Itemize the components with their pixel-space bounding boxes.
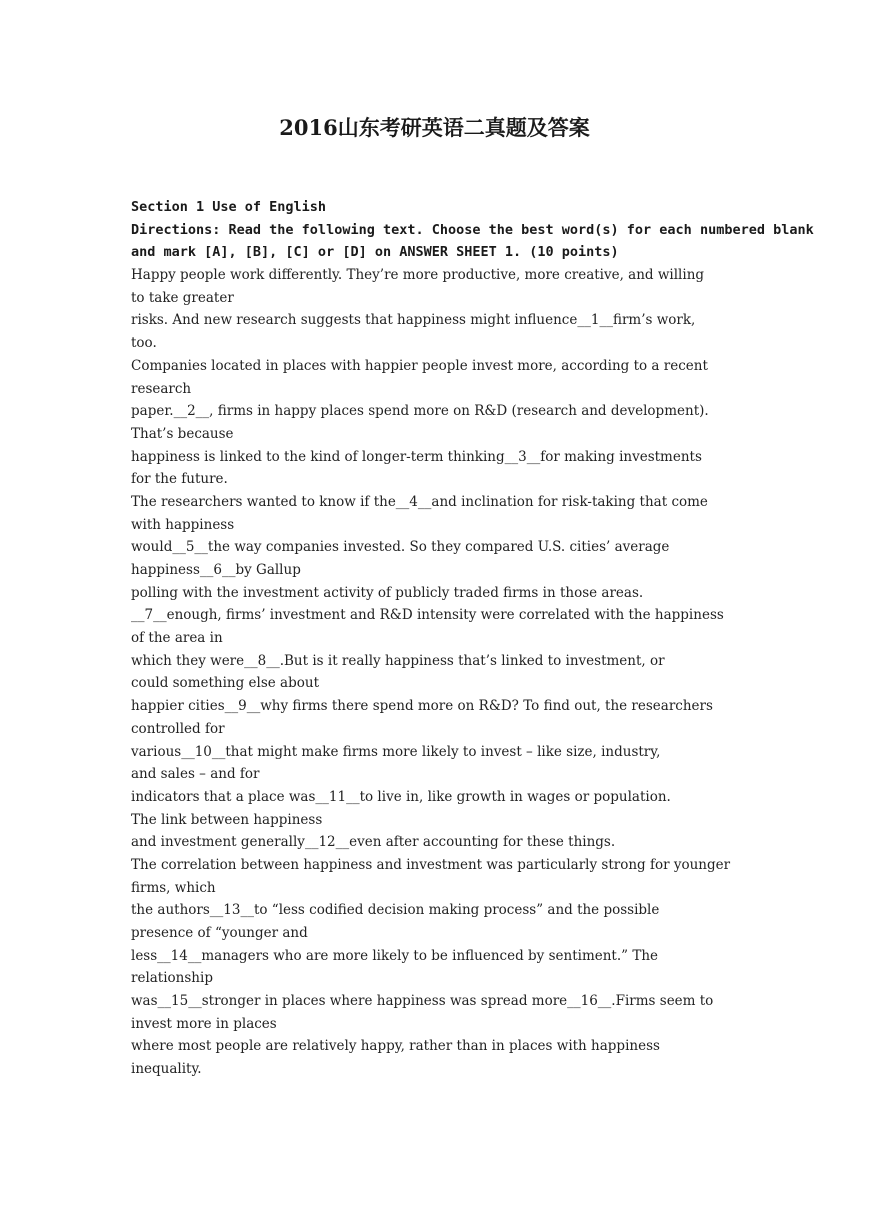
- passage-line: for the future.: [131, 471, 228, 488]
- passage-line: could something else about: [131, 675, 319, 692]
- passage-line: polling with the investment activity of publicly traded firms in those areas.: [131, 584, 644, 601]
- passage-line: paper.__2__, firms in happy places spend more on R&D (research and development).: [131, 403, 709, 420]
- passage-line: with happiness: [131, 516, 235, 533]
- passage-line: to take greater: [131, 289, 234, 306]
- passage-line: risks. And new research suggests that happiness might influence__1__firm’s work,: [131, 312, 696, 329]
- passage-line: The researchers wanted to know if the__4__and inclination for risk-taking that come: [131, 493, 708, 510]
- section-heading: Section 1 Use of English: [131, 199, 327, 215]
- passage-line: That’s because: [131, 425, 234, 442]
- passage-line: was__15__stronger in places where happiness was spread more__16__.Firms seem to: [131, 993, 714, 1010]
- passage-line: where most people are relatively happy, rather than in places with happiness: [131, 1038, 660, 1055]
- passage-line: Happy people work differently. They’re more productive, more creative, and willing: [131, 267, 705, 284]
- passage: [131, 264, 739, 1081]
- passage-line: Companies located in places with happier people invest more, according to a recent: [131, 357, 708, 374]
- passage-line: research: [131, 380, 192, 397]
- passage-line: less__14__managers who are more likely to be influenced by sentiment.” The: [131, 947, 659, 964]
- passage-line: relationship: [131, 970, 213, 987]
- passage-line: happiness__6__by Gallup: [131, 562, 301, 578]
- passage-line: firms, which: [131, 879, 216, 896]
- document-title: 2016山东考研英语二真题及答案: [279, 115, 590, 140]
- passage-line: presence of “younger and: [131, 925, 308, 941]
- passage-line: inequality.: [131, 1061, 202, 1078]
- document-content: [131, 196, 814, 1081]
- passage-line: would__5__the way companies invested. So they compared U.S. cities’ average: [131, 539, 670, 556]
- passage-line: which they were__8__.But is it really happiness that’s linked to investment, or: [131, 652, 665, 669]
- directions-line: and mark [A], [B], [C] or [D] on ANSWER SHEET 1. (10 points): [131, 244, 619, 261]
- passage-line: The link between happiness: [131, 811, 323, 828]
- directions: [131, 219, 814, 264]
- passage-line: __7__enough, firms’ investment and R&D intensity were correlated with the happiness: [131, 607, 724, 624]
- passage-line: too.: [131, 335, 157, 352]
- passage-line: invest more in places: [131, 1015, 277, 1032]
- passage-line: various__10__that might make firms more likely to invest – like size, industry,: [131, 743, 661, 760]
- passage-line: happier cities__9__why firms there spend more on R&D? To find out, the researchers: [131, 698, 713, 715]
- passage-line: happiness is linked to the kind of longer-term thinking__3__for making investments: [131, 448, 702, 465]
- passage-line: controlled for: [131, 720, 225, 737]
- passage-line: of the area in: [131, 630, 223, 647]
- passage-line: and investment generally__12__even after accounting for these things.: [131, 834, 616, 851]
- passage-line: the authors__13__to “less codified decision making process” and the possible: [131, 902, 660, 919]
- directions-line: Directions: Read the following text. Choose the best word(s) for each numbered blank: [131, 221, 814, 238]
- passage-line: The correlation between happiness and investment was particularly strong for younger: [131, 856, 731, 873]
- passage-line: indicators that a place was__11__to live in, like growth in wages or population.: [131, 788, 671, 805]
- passage-line: and sales – and for: [131, 766, 260, 783]
